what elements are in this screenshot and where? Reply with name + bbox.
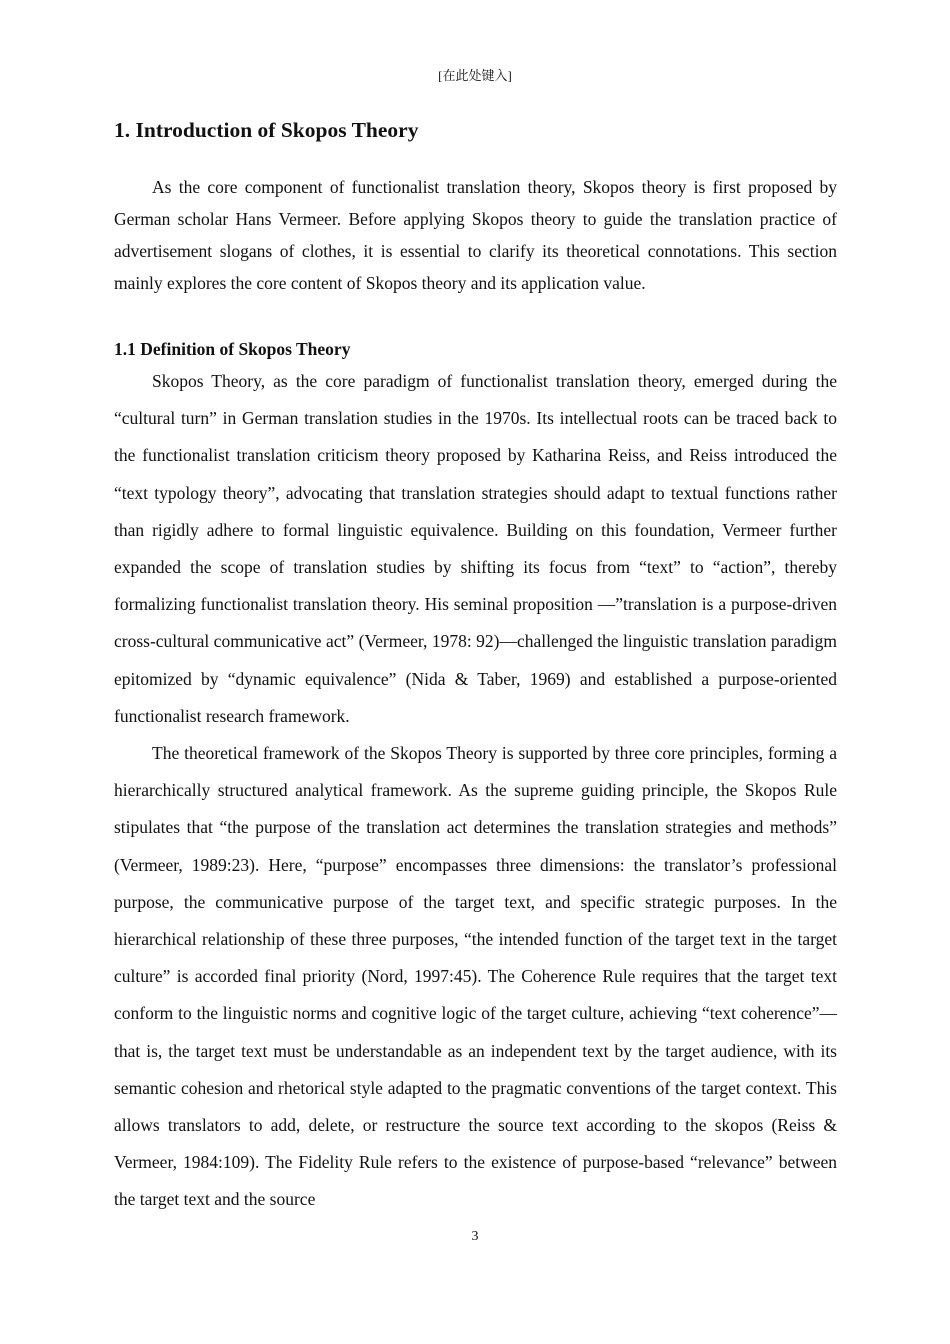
page-number: 3: [471, 1229, 479, 1244]
subsection-title: 1.1 Definition of Skopos Theory: [114, 339, 351, 359]
body-paragraph-2: The theoretical framework of the Skopos Theory is supported by three core principles, forming a hierarchically structured analytical framework. As the supreme guiding principle, the Skopos Rule stipulates that “the purpose of the translation act determines the translation strategies and methods” (Vermeer, 1989:23). Here, “purpose” encompasses three dimensions: the translator’s professional purpose, the communicative purpose of the target text, and specific strategic purposes. In the hierarchical relationship of these three purposes, “the intended function of the target text in the target culture” is accorded final priority (Nord, 1997:45). The Coherence Rule requires that the target text conform to the linguistic norms and cognitive logic of the target culture, achieving “text coherence”—that is, the target text must be understandable as an independent text by the target audience, with its semantic cohesion and rhetorical style adapted to the pragmatic conventions of the target context. This allows translators to add, delete, or restructure the source text according to the skopos (Reiss & Vermeer, 1984:109). The Fidelity Rule refers to the existence of purpose-based “relevance” between the target text and the source: [114, 743, 837, 1210]
body-paragraph-1: Skopos Theory, as the core paradigm of functionalist translation theory, emerged during the “cultural turn” in German translation studies in the 1970s. Its intellectual roots can be traced back to the functionalist translation criticism theory proposed by Katharina Reiss, and Reiss introduced the “text typology theory”, advocating that translation strategies should adapt to textual functions rather than rigidly adhere to formal linguistic equivalence. Building on this foundation, Vermeer further expanded the scope of translation studies by shifting its focus from “text” to “action”, thereby formalizing functionalist translation theory. His seminal proposition —”translation is a purpose-driven cross-cultural communicative act” (Vermeer, 1978: 92)—challenged the linguistic translation paradigm epitomized by “dynamic equivalence” (Nida & Taber, 1969) and established a purpose-oriented functionalist research framework.: [114, 371, 837, 726]
page-header: [在此处键入]: [438, 68, 512, 83]
page-content: [114, 114, 837, 1219]
section-title: 1. Introduction of Skopos Theory: [114, 118, 419, 142]
section-intro-paragraph: As the core component of functionalist translation theory, Skopos theory is first proposed by German scholar Hans Vermeer. Before applying Skopos theory to guide the translation practice of advertisement slogans of clothes, it is essential to clarify its theoretical connotations. This section mainly explores the core content of Skopos theory and its application value.: [114, 177, 837, 293]
